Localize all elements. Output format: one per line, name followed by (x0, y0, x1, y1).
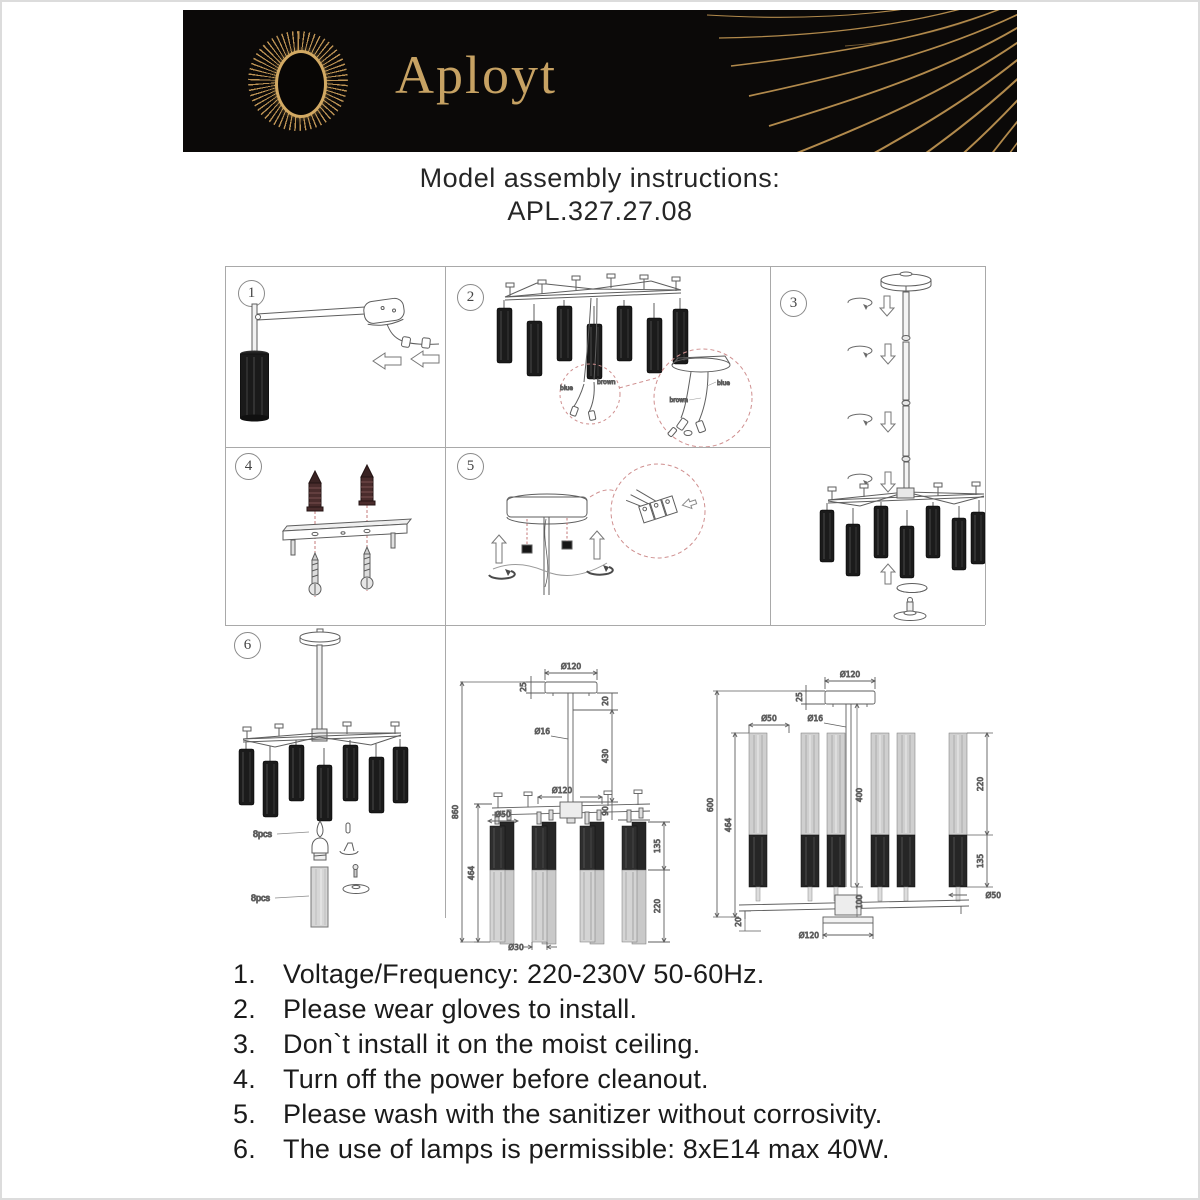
svg-text:464: 464 (724, 817, 733, 833)
terminal-block-icon (624, 473, 698, 527)
instruction-text: Don`t install it on the moist ceiling. (283, 1029, 701, 1059)
wall-anchor-icon (359, 465, 375, 505)
instruction-text: The use of lamps is permissible: 8xE14 max 40W. (283, 1134, 890, 1164)
sunburst-logo-icon (231, 14, 365, 148)
shade-qty-label: 8pcs (251, 893, 271, 903)
svg-text:220: 220 (653, 898, 662, 914)
step-6-drawing (225, 625, 445, 935)
wire-label-brown: brown (597, 379, 616, 386)
svg-text:430: 430 (601, 748, 610, 764)
svg-text:Ø120: Ø120 (560, 662, 582, 671)
svg-text:Ø16: Ø16 (534, 727, 550, 736)
instruction-item (233, 1062, 1023, 1097)
step-3-drawing (770, 266, 985, 625)
screw-icon (309, 553, 321, 595)
bulb-pin-icon (340, 823, 358, 855)
instruction-text: Turn off the power before cleanout. (283, 1064, 709, 1094)
instruction-number: 1. (233, 959, 256, 989)
bulb-qty-label: 8pcs (253, 829, 273, 839)
svg-text:135: 135 (976, 853, 985, 869)
brand-name: Aployt (395, 45, 558, 105)
step-panel-1 (225, 266, 445, 447)
instruction-number: 5. (233, 1099, 256, 1129)
instruction-number: 2. (233, 994, 256, 1024)
decorative-rays-icon (697, 10, 1017, 152)
svg-text:Ø30: Ø30 (508, 943, 524, 952)
step-number: 3 (789, 295, 798, 311)
step-number: 4 (244, 458, 253, 474)
instruction-text: Please wear gloves to install. (283, 994, 638, 1024)
svg-text:25: 25 (519, 682, 528, 692)
svg-text:20: 20 (734, 917, 743, 927)
svg-text:Ø120: Ø120 (798, 931, 819, 940)
wall-anchor-icon (307, 471, 323, 511)
svg-text:464: 464 (467, 865, 476, 881)
brand-banner (183, 10, 1017, 152)
page-title: Model assembly instructions: (419, 163, 781, 193)
instruction-text: Please wash with the sanitizer without corrosivity. (283, 1099, 883, 1129)
finial-part-icon (343, 865, 369, 894)
instruction-text: Voltage/Frequency: 220-230V 50-60Hz. (283, 959, 765, 989)
instruction-item (233, 1132, 1023, 1167)
dim-side-svg (705, 655, 1003, 950)
step-panel-5 (445, 447, 770, 625)
dimension-drawing-front (450, 640, 705, 952)
step-number: 1 (247, 285, 256, 301)
instruction-list (233, 957, 1023, 1167)
svg-text:90: 90 (601, 806, 610, 816)
svg-text:Ø120: Ø120 (839, 670, 861, 679)
dimension-drawing-side (705, 655, 1003, 950)
wire-label-brown: brown (669, 397, 688, 404)
svg-text:Ø120: Ø120 (551, 786, 573, 795)
svg-text:Ø16: Ø16 (807, 714, 823, 723)
instruction-item (233, 992, 1023, 1027)
instruction-number: 6. (233, 1134, 256, 1164)
svg-text:20: 20 (601, 696, 610, 706)
svg-text:Ø50: Ø50 (495, 810, 511, 819)
sunburst-core (275, 50, 327, 118)
dim-front-svg (450, 640, 705, 952)
svg-text:220: 220 (976, 776, 985, 792)
model-number: APL.327.27.08 (507, 196, 693, 226)
step-number: 5 (466, 458, 475, 474)
screw-icon (361, 547, 373, 589)
step-panel-6 (225, 625, 445, 935)
wire-label-blue: blue (717, 380, 730, 387)
bulb-icon (312, 821, 328, 860)
grid-line (985, 266, 986, 625)
svg-text:100: 100 (855, 894, 864, 910)
instruction-item (233, 1027, 1023, 1062)
instruction-item (233, 1097, 1023, 1132)
step-1-drawing (225, 266, 445, 447)
svg-text:25: 25 (795, 692, 804, 702)
instruction-number: 3. (233, 1029, 256, 1059)
svg-text:600: 600 (706, 797, 715, 813)
title-block (0, 162, 1200, 228)
step-number: 6 (243, 637, 252, 653)
instruction-item (233, 957, 1023, 992)
step-panel-3 (770, 266, 985, 625)
svg-text:135: 135 (653, 838, 662, 854)
shade-part-icon (311, 867, 328, 927)
wire-label-blue: blue (560, 385, 573, 392)
svg-text:Ø50: Ø50 (761, 714, 777, 723)
instruction-number: 4. (233, 1064, 256, 1094)
step-5-drawing (445, 447, 770, 625)
step-number: 2 (466, 289, 475, 305)
svg-text:400: 400 (855, 787, 864, 803)
svg-text:860: 860 (451, 804, 460, 820)
step-4-drawing (225, 447, 445, 625)
svg-text:Ø50: Ø50 (985, 891, 1001, 900)
step-panel-2 (445, 266, 770, 447)
step-2-drawing (445, 266, 770, 447)
step-panel-4 (225, 447, 445, 625)
